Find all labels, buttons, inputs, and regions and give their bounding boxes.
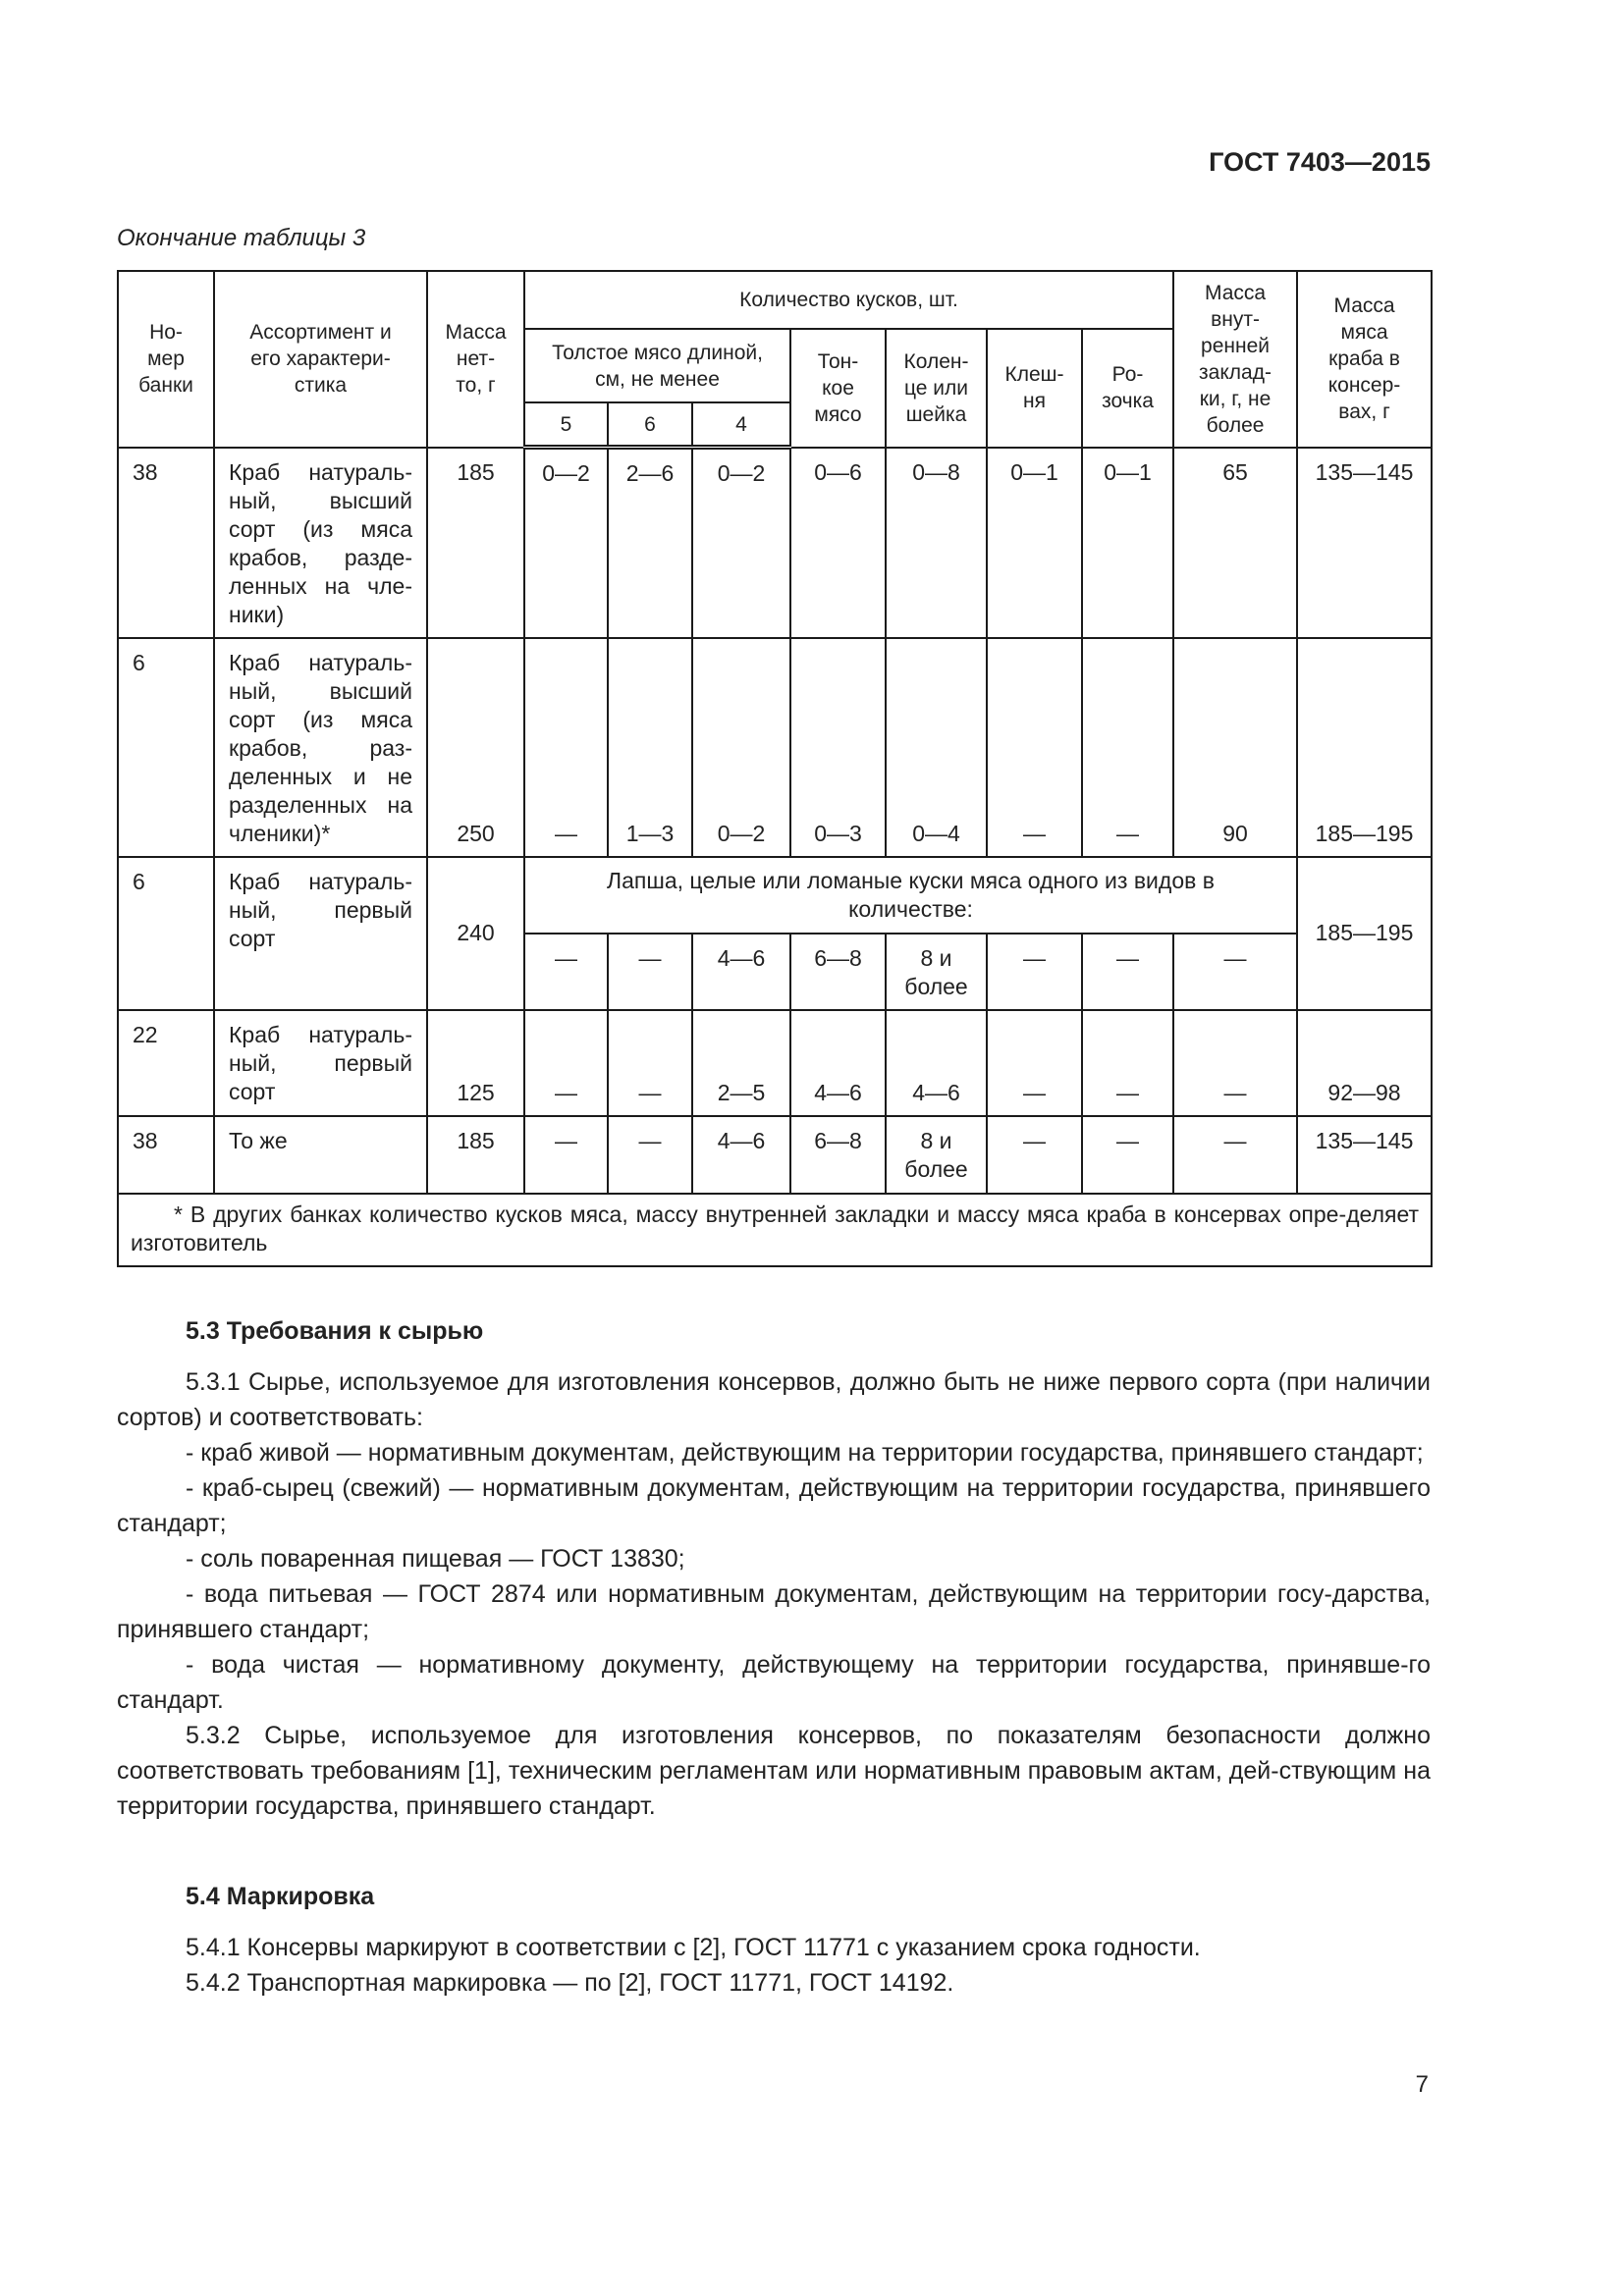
header-can-number: Но- мер банки [118, 271, 214, 448]
cell-num: 38 [118, 448, 214, 638]
cell-len5: — [524, 1010, 608, 1116]
paragraph: 5.4.2 Транспортная маркировка — по [2], ГОСТ 11771, ГОСТ 14192. [186, 1969, 954, 1997]
header-crab-mass: Масса мяса краба в консер- вах, г [1297, 271, 1432, 448]
paragraph: 5.3.2 Сырье, используемое для изготовления консервов, по показателям безопасности должно соответствовать требованиям [1], техническим регламентам или нормативным правовым актам, дей-ствующим на территории государства, принявшего стандарт. [117, 1722, 1431, 1820]
document-code: ГОСТ 7403—2015 [1209, 147, 1431, 177]
list-item: - вода чистая — нормативному документу, действующему на территории государства, принявше-го стандарт. [117, 1651, 1431, 1714]
cell-mass: 240 [427, 857, 524, 1010]
cell-len6: — [608, 1116, 692, 1194]
table-row [118, 1010, 1432, 1116]
cell-inner: 90 [1173, 638, 1297, 857]
cell-mass: 250 [427, 638, 524, 857]
cell-len4: 2—5 [692, 1010, 790, 1116]
cell-len4: 0—2 [692, 448, 790, 638]
cell-claw: — [987, 638, 1082, 857]
cell-num: 22 [118, 1010, 214, 1116]
cell-note: Лапша, целые или ломаные куски мяса одного из видов в количестве: [524, 857, 1297, 934]
cell-rosette: — [1082, 1116, 1173, 1194]
cell-len6: — [608, 934, 692, 1010]
cell-crab: 135—145 [1297, 448, 1432, 638]
section-5-4-body [117, 1930, 1431, 2001]
table-footnote [118, 1194, 1432, 1266]
cell-len6: 2—6 [608, 448, 692, 638]
cell-crab: 135—145 [1297, 1116, 1432, 1194]
header-knee: Колен- це или шейка [886, 329, 987, 448]
cell-knee: 0—8 [886, 448, 987, 638]
list-item: - вода питьевая — ГОСТ 2874 или нормативным документам, действующим на территории госу-дарства, принявшего стандарт; [117, 1580, 1431, 1643]
paragraph: 5.3.1 Сырье, используемое для изготовления консервов, должно быть не ниже первого сорта (при наличии сортов) и соответствовать: [117, 1368, 1431, 1431]
cell-len4: 0—2 [692, 638, 790, 857]
cell-len5: 0—2 [524, 448, 608, 638]
cell-rosette: — [1082, 934, 1173, 1010]
section-5-3-body [117, 1364, 1431, 1824]
paragraph: 5.4.1 Консервы маркируют в соответствии с [2], ГОСТ 11771 с указанием срока годности. [186, 1934, 1201, 1961]
cell-name: Краб натураль-ный, первый сорт [214, 857, 427, 1010]
cell-crab: 185—195 [1297, 638, 1432, 857]
header-length-4: 4 [692, 402, 790, 448]
cell-crab: 92—98 [1297, 1010, 1432, 1116]
crab-table [117, 270, 1433, 1267]
cell-inner: 65 [1173, 448, 1297, 638]
cell-rosette: — [1082, 1010, 1173, 1116]
list-item: - краб-сырец (свежий) — нормативным документам, действующим на территории государства, принявшего стандарт; [117, 1474, 1431, 1537]
cell-claw: — [987, 1010, 1082, 1116]
cell-knee: 8 и более [886, 1116, 987, 1194]
header-inner-mass: Масса внут- ренней заклад- ки, г, не более [1173, 271, 1297, 448]
cell-len6: 1—3 [608, 638, 692, 857]
header-net-mass: Масса нет- то, г [427, 271, 524, 448]
cell-num: 6 [118, 638, 214, 857]
cell-knee: 4—6 [886, 1010, 987, 1116]
cell-inner: — [1173, 1116, 1297, 1194]
cell-knee: 0—4 [886, 638, 987, 857]
list-item: - соль поваренная пищевая — ГОСТ 13830; [186, 1545, 685, 1573]
cell-len6: — [608, 1010, 692, 1116]
cell-mass: 185 [427, 448, 524, 638]
section-heading-5-3: 5.3 Требования к сырью [186, 1317, 484, 1345]
table-row [118, 448, 1432, 638]
cell-len5: — [524, 1116, 608, 1194]
header-rosette: Ро- зочка [1082, 329, 1173, 448]
cell-thin: 6—8 [790, 1116, 886, 1194]
cell-name: Краб натураль-ный, высший сорт (из мяса крабов, разде-ленных на чле-ники) [214, 448, 427, 638]
cell-name: Краб натураль-ный, первый сорт [214, 1010, 427, 1116]
cell-len4: 4—6 [692, 934, 790, 1010]
cell-thin: 4—6 [790, 1010, 886, 1116]
cell-rosette: 0—1 [1082, 448, 1173, 638]
table-row [118, 638, 1432, 857]
cell-claw: — [987, 934, 1082, 1010]
cell-len5: — [524, 934, 608, 1010]
header-assortment: Ассортимент и его характери- стика [214, 271, 427, 448]
page-number: 7 [1415, 2071, 1429, 2098]
cell-claw: 0—1 [987, 448, 1082, 638]
header-thin-meat: Тон- кое мясо [790, 329, 886, 448]
cell-num: 6 [118, 857, 214, 1010]
table-row [118, 1116, 1432, 1194]
footnote-text: * В других банках количество кусков мяса, массу внутренней закладки и массу мяса краба в консервах опре-деляет изготовитель [131, 1201, 1420, 1255]
header-length-6: 6 [608, 402, 692, 448]
cell-mass: 125 [427, 1010, 524, 1116]
cell-thin: 6—8 [790, 934, 886, 1010]
header-thick-meat: Толстое мясо длиной, см, не менее [524, 329, 790, 402]
header-length-5: 5 [524, 402, 608, 448]
cell-len4: 4—6 [692, 1116, 790, 1194]
cell-num: 38 [118, 1116, 214, 1194]
cell-inner: — [1173, 934, 1297, 1010]
cell-name: Краб натураль-ный, высший сорт (из мяса крабов, раз-деленных и не разделенных на членики)* [214, 638, 427, 857]
cell-thin: 0—6 [790, 448, 886, 638]
cell-claw: — [987, 1116, 1082, 1194]
cell-len5: — [524, 638, 608, 857]
header-claw: Клеш- ня [987, 329, 1082, 448]
cell-knee: 8 и более [886, 934, 987, 1010]
list-item: - краб живой — нормативным документам, действующим на территории государства, принявшего стандарт; [186, 1439, 1424, 1467]
cell-rosette: — [1082, 638, 1173, 857]
table-caption: Окончание таблицы 3 [117, 225, 366, 251]
header-pieces-count: Количество кусков, шт. [524, 271, 1173, 329]
cell-mass: 185 [427, 1116, 524, 1194]
section-heading-5-4: 5.4 Маркировка [186, 1883, 375, 1910]
cell-crab: 185—195 [1297, 857, 1432, 1010]
cell-name: То же [214, 1116, 427, 1194]
table-row [118, 857, 1432, 934]
cell-inner: — [1173, 1010, 1297, 1116]
cell-thin: 0—3 [790, 638, 886, 857]
